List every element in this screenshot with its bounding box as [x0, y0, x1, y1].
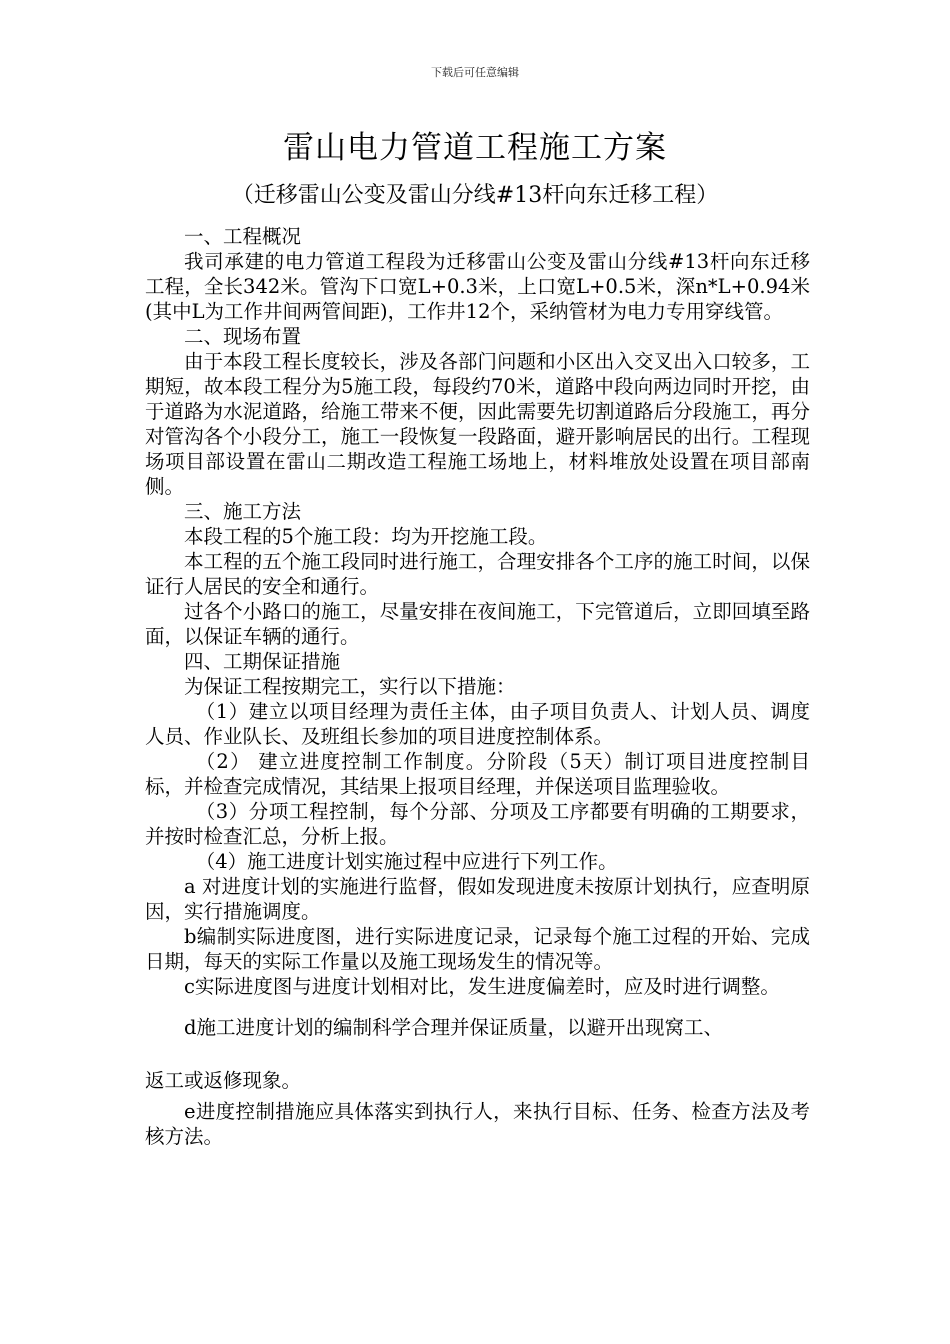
work-item-a: a 对进度计划的实施进行监督，假如发现进度未按原计划执行，应查明原因，实行措施调度。	[145, 875, 810, 923]
paragraph-measures-intro: 为保证工程按期完工，实行以下措施：	[184, 675, 516, 698]
section-heading-construction-method: 三、施工方法	[184, 500, 302, 523]
measure-item-4: （4）施工进度计划实施过程中应进行下列工作。	[195, 850, 618, 873]
paragraph-method-1: 本段工程的5个施工段：均为开挖施工段。	[184, 525, 548, 548]
paragraph-overview: 我司承建的电力管道工程段为迁移雷山公变及雷山分线#13杆向东迁移工程，全长342米。管沟下口宽L+0.3米，上口宽L+0.5米，深n*L+0.94米(其中L为工作井间两管间距)，工作井12个，采纳管材为电力专用穿线管。	[145, 250, 810, 323]
section-heading-overview: 一、工程概况	[184, 225, 302, 248]
measure-item-2: （2） 建立进度控制工作制度。分阶段（5天）制订项目进度控制目标，并检查完成情况，其结果上报项目经理，并保送项目监理验收。	[145, 750, 810, 798]
document-body	[145, 224, 810, 1149]
document-subtitle: （迁移雷山公变及雷山分线#13杆向东迁移工程）	[231, 183, 719, 208]
paragraph-method-3: 过各个小路口的施工，尽量安排在夜间施工，下完管道后，立即回填至路面，以保证车辆的通行。	[145, 600, 810, 648]
paragraph-site-layout: 由于本段工程长度较长，涉及各部门问题和小区出入交叉出入口较多，工期短，故本段工程分为5施工段，每段约70米，道路中段向两边同时开挖，由于道路为水泥道路，给施工带来不便，因此需要先切割道路后分段施工，再分对管沟各个小段分工，施工一段恢复一段路面，避开影响居民的出行。工程现场项目部设置在雷山二期改造工程施工场地上，材料堆放处设置在项目部南侧。	[145, 350, 810, 498]
work-item-d: d施工进度计划的编制科学合理并保证质量，以避开出现窝工、	[184, 1016, 723, 1039]
measure-item-3: （3）分项工程控制，每个分部、分项及工序都要有明确的工期要求，并按时检查汇总，分析上报。	[145, 800, 810, 848]
work-item-c: c实际进度图与进度计划相对比，发生进度偏差时，应及时进行调整。	[184, 975, 780, 998]
document-title: 雷山电力管道工程施工方案	[283, 130, 667, 166]
section-heading-schedule-measures: 四、工期保证措施	[184, 650, 341, 673]
measure-item-1: （1）建立以项目经理为责任主体，由子项目负责人、计划人员、调度人员、作业队长、及班组长参加的项目进度控制体系。	[145, 700, 810, 748]
work-item-b: b编制实际进度图，进行实际进度记录，记录每个施工过程的开始、完成日期，每天的实际工作量以及施工现场发生的情况等。	[145, 925, 810, 973]
page-header-note: 下载后可任意编辑	[431, 66, 519, 79]
work-item-d-continued: 返工或返修现象。	[145, 1069, 302, 1092]
paragraph-method-2: 本工程的五个施工段同时进行施工，合理安排各个工序的施工时间，以保证行人居民的安全和通行。	[145, 550, 810, 598]
work-item-e: e进度控制措施应具体落实到执行人，来执行目标、任务、检查方法及考核方法。	[145, 1100, 810, 1148]
section-heading-site-layout: 二、现场布置	[184, 325, 302, 348]
